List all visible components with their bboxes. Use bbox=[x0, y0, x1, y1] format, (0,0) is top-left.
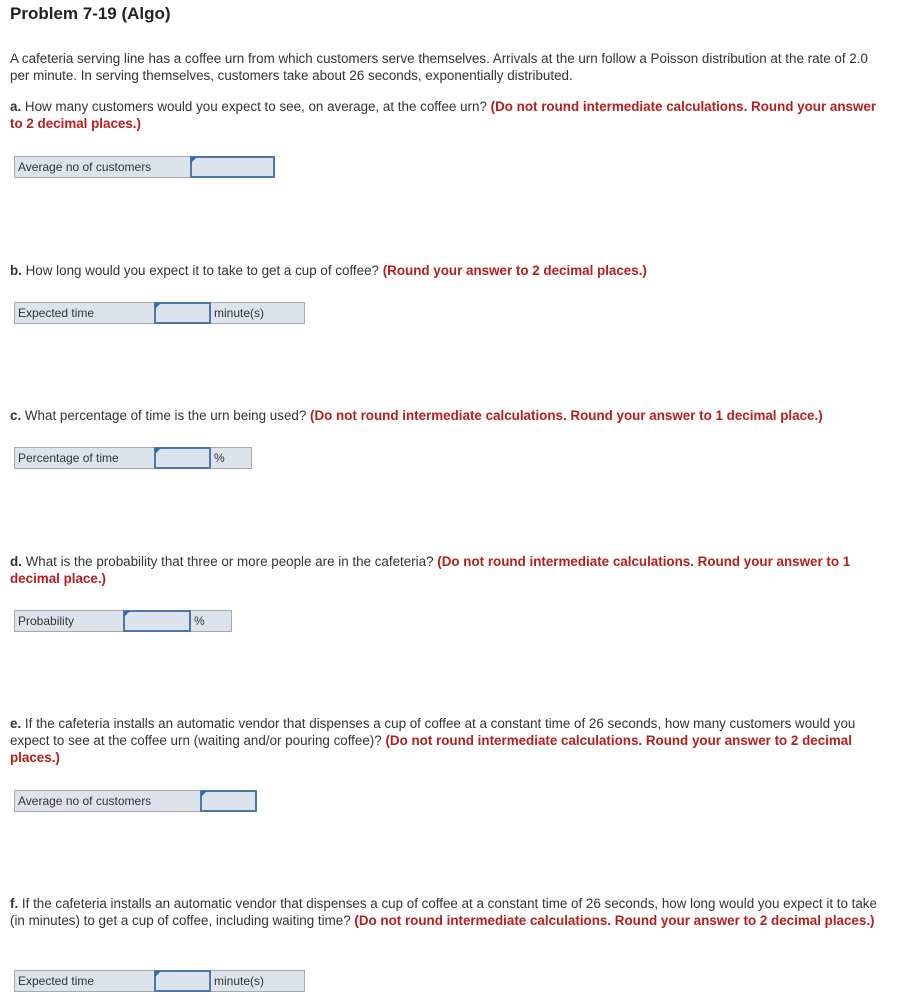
question-b-text: How long would you expect it to take to get a cup of coffee? bbox=[25, 263, 379, 278]
input-marker-icon bbox=[155, 303, 161, 309]
question-f bbox=[10, 895, 890, 929]
field-label-d: Probability bbox=[14, 610, 124, 632]
answer-input-a[interactable] bbox=[192, 158, 273, 176]
field-label-f: Expected time bbox=[14, 970, 155, 992]
question-c-text: What percentage of time is the urn being used? bbox=[24, 408, 307, 423]
answer-row-d bbox=[14, 610, 232, 632]
unit-label-f: minute(s) bbox=[210, 970, 305, 992]
question-a bbox=[10, 98, 890, 132]
question-f-note: (Do not round intermediate calculations. Round your answer to 2 decimal places.) bbox=[354, 913, 875, 928]
question-d bbox=[10, 553, 890, 587]
input-marker-icon bbox=[201, 791, 207, 797]
question-e-label: e. bbox=[10, 716, 22, 731]
answer-input-d-wrapper bbox=[123, 610, 191, 632]
question-c-note: (Do not round intermediate calculations. Round your answer to 1 decimal place.) bbox=[310, 408, 823, 423]
question-c bbox=[10, 407, 890, 424]
answer-input-f-wrapper bbox=[154, 970, 211, 992]
answer-input-b-wrapper bbox=[154, 302, 211, 324]
field-label-c: Percentage of time bbox=[14, 447, 155, 469]
unit-label-b: minute(s) bbox=[210, 302, 305, 324]
unit-label-d: % bbox=[190, 610, 232, 632]
field-label-e: Average no of customers bbox=[14, 790, 201, 812]
input-marker-icon bbox=[191, 157, 197, 163]
question-b-label: b. bbox=[10, 263, 22, 278]
question-d-text: What is the probability that three or more people are in the cafeteria? bbox=[25, 554, 434, 569]
field-label-a: Average no of customers bbox=[14, 156, 191, 178]
problem-intro: A cafeteria serving line has a coffee urn from which customers serve themselves. Arrivals at the urn follow a Poisson distribution at the rate of 2.0 per minute. In serving themselves, customers take about 26 seconds, exponentially distributed. bbox=[10, 51, 868, 83]
question-e bbox=[10, 715, 890, 766]
question-a-label: a. bbox=[10, 99, 22, 114]
question-e-note: (Do not round intermediate calculations. Round your answer to 2 decimal places.) bbox=[10, 733, 852, 765]
answer-input-d[interactable] bbox=[125, 612, 189, 630]
question-a-text: How many customers would you expect to see, on average, at the coffee urn? bbox=[24, 99, 487, 114]
answer-row-b bbox=[14, 302, 305, 324]
field-label-b: Expected time bbox=[14, 302, 155, 324]
question-c-label: c. bbox=[10, 408, 22, 423]
answer-row-f bbox=[14, 970, 305, 992]
answer-row-c bbox=[14, 447, 252, 469]
question-d-label: d. bbox=[10, 554, 22, 569]
answer-row-e bbox=[14, 790, 257, 812]
question-b bbox=[10, 262, 890, 279]
answer-input-e-wrapper bbox=[200, 790, 257, 812]
answer-input-b[interactable] bbox=[156, 304, 209, 322]
input-marker-icon bbox=[124, 611, 130, 617]
question-f-text: If the cafeteria installs an automatic vendor that dispenses a cup of coffee at a constant time of 26 seconds, how long would you expect it to take (in minutes) to get a cup of coffee, including waiting time? bbox=[10, 896, 877, 928]
input-marker-icon bbox=[155, 448, 161, 454]
answer-input-a-wrapper bbox=[190, 156, 275, 178]
answer-input-f[interactable] bbox=[156, 972, 209, 990]
answer-row-a bbox=[14, 156, 275, 178]
answer-input-c-wrapper bbox=[154, 447, 211, 469]
question-d-note: (Do not round intermediate calculations. Round your answer to 1 decimal place.) bbox=[10, 554, 851, 586]
question-e-text: If the cafeteria installs an automatic vendor that dispenses a cup of coffee at a constant time of 26 seconds, how many customers would you expect to see at the coffee urn (waiting and/or pouring coffee)? bbox=[10, 716, 856, 748]
answer-input-e[interactable] bbox=[202, 792, 255, 810]
page-title: Problem 7-19 (Algo) bbox=[10, 4, 171, 23]
unit-label-c: % bbox=[210, 447, 252, 469]
question-b-note: (Round your answer to 2 decimal places.) bbox=[382, 263, 647, 278]
question-a-note: (Do not round intermediate calculations. Round your answer to 2 decimal places.) bbox=[10, 99, 877, 131]
answer-input-c[interactable] bbox=[156, 449, 209, 467]
input-marker-icon bbox=[155, 971, 161, 977]
question-f-label: f. bbox=[10, 896, 19, 911]
